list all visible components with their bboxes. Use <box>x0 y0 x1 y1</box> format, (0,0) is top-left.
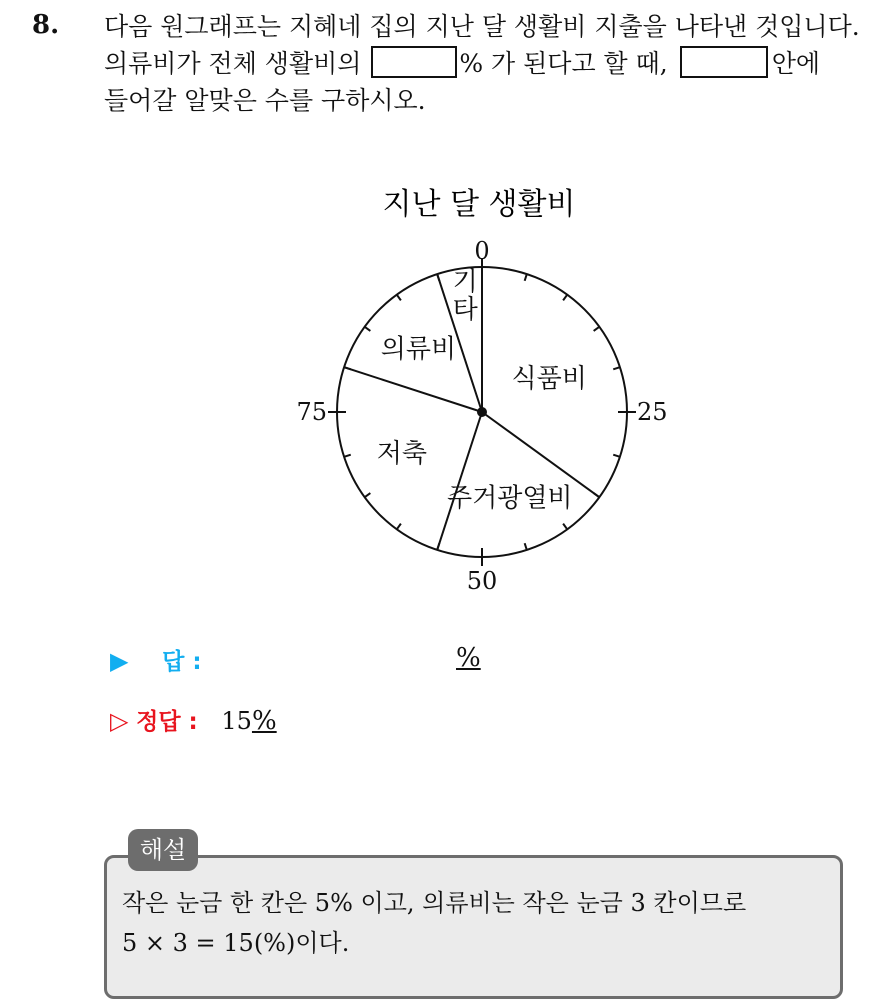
percent-blank-box <box>371 46 457 78</box>
correct-unit: % <box>251 706 277 736</box>
correct-answer-row <box>110 703 277 736</box>
question-line-2-mid: % 가 된다고 할 때, <box>459 49 668 78</box>
question-line-3: 들어갈 알맞은 수를 구하시오. <box>104 86 426 115</box>
slice-label-0: 식품비 <box>511 363 587 394</box>
chart-title: 지난 달 생활비 <box>382 187 576 222</box>
explanation-text <box>122 883 746 963</box>
answer-blank-box <box>680 46 768 78</box>
question-line-1: 다음 원그래프는 지혜네 집의 지난 달 생활비 지출을 나타낸 것입니다. <box>104 12 860 41</box>
question-text <box>104 8 874 119</box>
correct-label: 정답 : <box>136 709 198 735</box>
explanation-tab: 해설 <box>128 829 198 871</box>
pie-center-dot <box>477 407 487 417</box>
explanation-line-1: 작은 눈금 한 칸은 5% 이고, 의류비는 작은 눈금 3 칸이므로 <box>122 889 747 917</box>
question-line-2-after: 안에 <box>771 49 821 78</box>
question-number: 8. <box>32 10 60 40</box>
correct-arrow-icon: ▷ <box>110 707 129 735</box>
scale-label-0: 0 <box>474 237 490 265</box>
correct-value: 15 <box>221 707 252 735</box>
answer-arrow-icon: ▶ <box>110 647 129 675</box>
answer-label: 답 : <box>162 649 202 675</box>
slice-label-4: 기 타 <box>452 267 478 326</box>
scale-label-75: 75 <box>296 398 327 426</box>
scale-label-50: 50 <box>466 567 498 595</box>
slice-label-2: 저축 <box>376 438 428 469</box>
slice-label-3: 의류비 <box>380 334 457 365</box>
pie-chart <box>280 170 690 600</box>
scale-label-25: 25 <box>637 398 668 426</box>
answer-unit: % <box>456 643 481 673</box>
question-line-2-before: 의류비가 전체 생활비의 <box>104 49 362 78</box>
answer-row <box>110 643 481 676</box>
slice-label-1: 주거광열비 <box>446 483 573 514</box>
question-line-2 <box>104 45 874 82</box>
explanation-line-2: 5 × 3 = 15(%)이다. <box>122 929 350 957</box>
